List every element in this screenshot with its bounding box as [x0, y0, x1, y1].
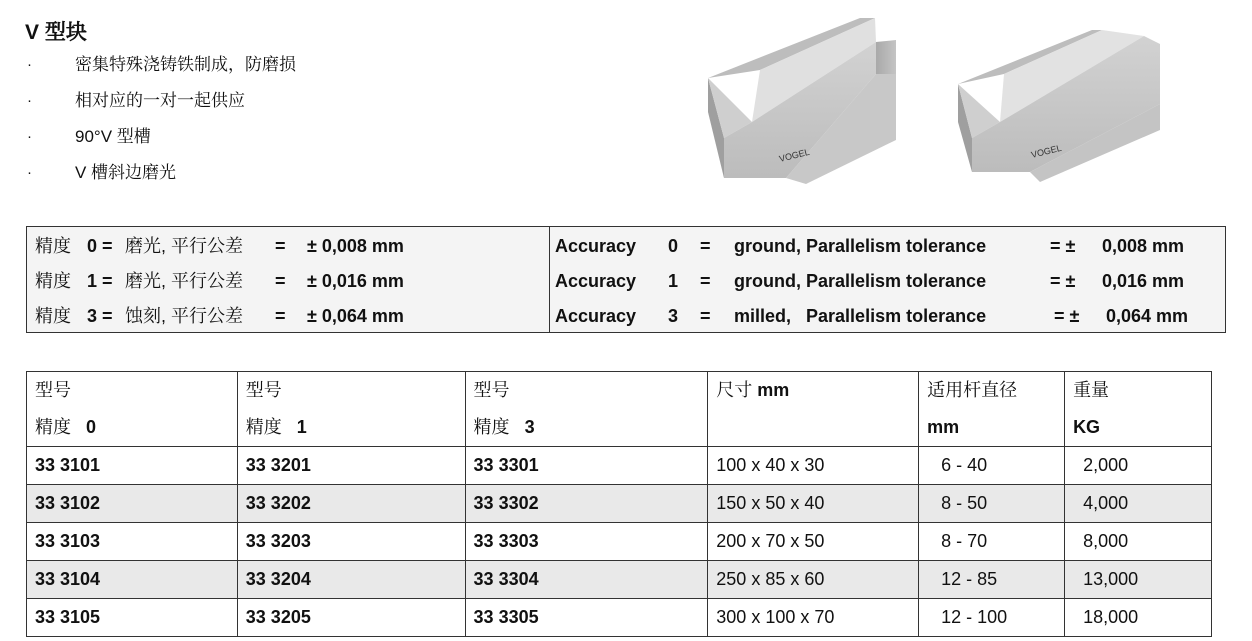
table-header-row [27, 372, 1212, 410]
col-header-size: 尺寸 mm [708, 372, 919, 410]
brand-mark-right: VOGEL [1030, 142, 1063, 160]
col-subheader-accuracy: 精度 3 [465, 409, 708, 447]
bullet-icon: · [27, 164, 32, 181]
accuracy-cn: 精度 0 = 磨光, 平行公差 = ± 0,008 mm 精度 1 = 磨光, 平行公差 = ± 0,016 mm 精度 3 = 蚀刻, 平行公差 = ± 0,064 mm [27, 227, 550, 332]
v-block-right [958, 30, 1160, 182]
col-subheader-weight-unit: KG [1065, 409, 1212, 447]
col-subheader-rod-unit: mm [919, 409, 1065, 447]
col-subheader-accuracy: 精度 1 [237, 409, 465, 447]
brand-mark-left: VOGEL [778, 146, 811, 164]
table-row: 33 3103 33 3203 33 3303 200 x 70 x 50 8 - 70 8,000 [27, 523, 1212, 561]
col-header-model: 型号 [237, 372, 465, 410]
table-row: 33 3102 33 3202 33 3302 150 x 50 x 40 8 - 50 4,000 [27, 485, 1212, 523]
feature-item: · 90°V 型槽 [27, 124, 296, 160]
table-row: 33 3105 33 3205 33 3305 300 x 100 x 70 12 - 100 18,000 [27, 599, 1212, 637]
accuracy-box [26, 226, 1226, 333]
col-subheader-size [708, 409, 919, 447]
col-header-weight: 重量 [1065, 372, 1212, 410]
table-row: 33 3101 33 3201 33 3301 100 x 40 x 30 6 - 40 2,000 [27, 447, 1212, 485]
table-row: 33 3104 33 3204 33 3304 250 x 85 x 60 12 - 85 13,000 [27, 561, 1212, 599]
col-header-model: 型号 [465, 372, 708, 410]
page-title: V 型块 [25, 21, 87, 44]
col-header-rod-diameter: 适用杆直径 [919, 372, 1065, 410]
v-block-product-image [700, 12, 1170, 188]
bullet-icon: · [27, 92, 32, 109]
col-subheader-accuracy: 精度 0 [27, 409, 238, 447]
accuracy-en: Accuracy 0 = ground, Parallelism tolerance = ± 0,008 mm Accuracy 1 = ground, Parallelism tolerance = ± 0,016 mm Accuracy 3 = milled, Parallelism tolerance = ± 0,064 mm [555, 236, 1189, 326]
table-header-row [27, 409, 1212, 447]
bullet-icon: · [27, 128, 32, 145]
feature-item: · 相对应的一对一起供应 [27, 88, 296, 124]
v-block-left [708, 18, 896, 184]
feature-item: · 密集特殊浇铸铁制成，防磨损 [27, 52, 296, 88]
feature-item: · V 槽斜边磨光 [27, 160, 296, 196]
spec-table [26, 371, 1212, 637]
col-header-model: 型号 [27, 372, 238, 410]
bullet-icon: · [27, 56, 32, 73]
feature-list [27, 52, 296, 196]
